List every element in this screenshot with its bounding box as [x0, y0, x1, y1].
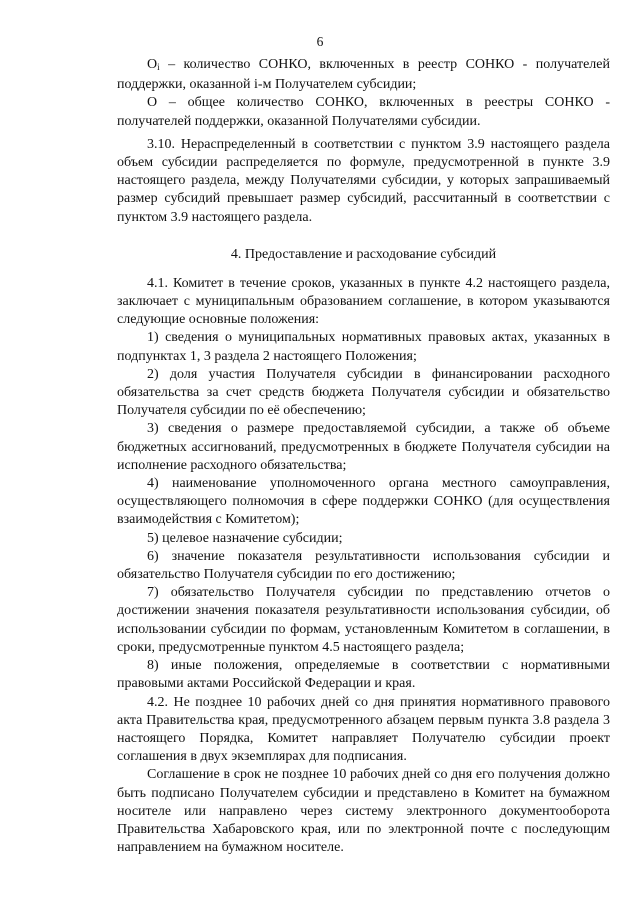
definition-oi: [117, 56, 610, 94]
definition-oi-text: – количество СОНКО, включенных в реестр СОНКО - получателей поддержки, оказанной i-м Получателем субсидии;: [117, 57, 610, 93]
symbol-o: О: [147, 57, 158, 72]
section-heading: 4. Предоставление и расходование субсидий: [230, 246, 497, 262]
list-item-3: 3) сведения о размере предоставляемой субсидии, а также об объеме бюджетных ассигнований, предусмотренных в бюджете Получателя субсидии на исполнение расходного обязательства;: [117, 421, 610, 473]
definition-o: О – общее количество СОНКО, включенных в реестры СОНКО - получателей поддержки, оказанной Получателями субсидии.: [117, 95, 610, 129]
list-item-4: 4) наименование уполномоченного органа местного самоуправления, осуществляющего полномочия в сфере поддержки СОНКО (для осуществления взаимодействия с Комитетом);: [117, 476, 610, 528]
clause-4-1: 4.1. Комитет в течение сроков, указанных в пункте 4.2 настоящего раздела, заключает с муниципальным образованием соглашение, в котором указываются следующие основные положения:: [117, 275, 610, 328]
document-body: [117, 56, 610, 857]
list-item-6: 6) значение показателя результативности использования субсидии и обязательство Получателя субсидии по его достижению;: [117, 548, 610, 583]
list-item-2: 2) доля участия Получателя субсидии в финансировании расходного обязательства за счет средств бюджета Получателя субсидии и обязательство Получателя субсидии по её обеспечению;: [117, 366, 610, 419]
list-item-5: 5) целевое назначение субсидии;: [147, 530, 343, 546]
list-item-7: 7) обязательство Получателя субсидии по представлению отчетов о достижении значения показателя результативности использования субсидии, об использовании субсидии по формам, установленным Комитетом в соглашении, в сроки, предусмотренные пунктом 4.5 настоящего раздела;: [117, 585, 610, 655]
clause-4-2: 4.2. Не позднее 10 рабочих дней со дня принятия нормативного правового акта Правительства края, предусмотренного абзацем первым пункта 3.8 раздела 3 настоящего Порядка, Комитет направляет Получателю субсидии проект соглашения в двух экземплярах для подписания.: [117, 694, 610, 765]
subscript-i: i: [157, 62, 160, 72]
list-item-1: 1) сведения о муниципальных нормативных правовых актах, указанных в подпунктах 1, 3 раздела 2 настоящего Положения;: [117, 330, 610, 364]
list-item-8: 8) иные положения, определяемые в соответствии с нормативными правовыми актами Российской Федерации и края.: [117, 658, 610, 692]
clause-3-10: 3.10. Нераспределенный в соответствии с пунктом 3.9 настоящего раздела объем субсидии распределяется по формуле, предусмотренной в пункте 3.9 настоящего раздела, между Получателями субсидии, у которых запрашиваемый размер субсидий превышает размер субсидий, рассчитанный в соответствии с пунктом 3.9 настоящего раздела.: [117, 136, 610, 225]
page-number: 6: [316, 34, 324, 49]
agreement-paragraph: Соглашение в срок не позднее 10 рабочих дней со дня его получения должно быть подписано Получателем субсидии и представлено в Комитет на бумажном носителе или направлено через систему электронного документооборота Правительства Хабаровского края, или по электронной почте с последующим направлением на бумажном носителе.: [117, 767, 610, 856]
